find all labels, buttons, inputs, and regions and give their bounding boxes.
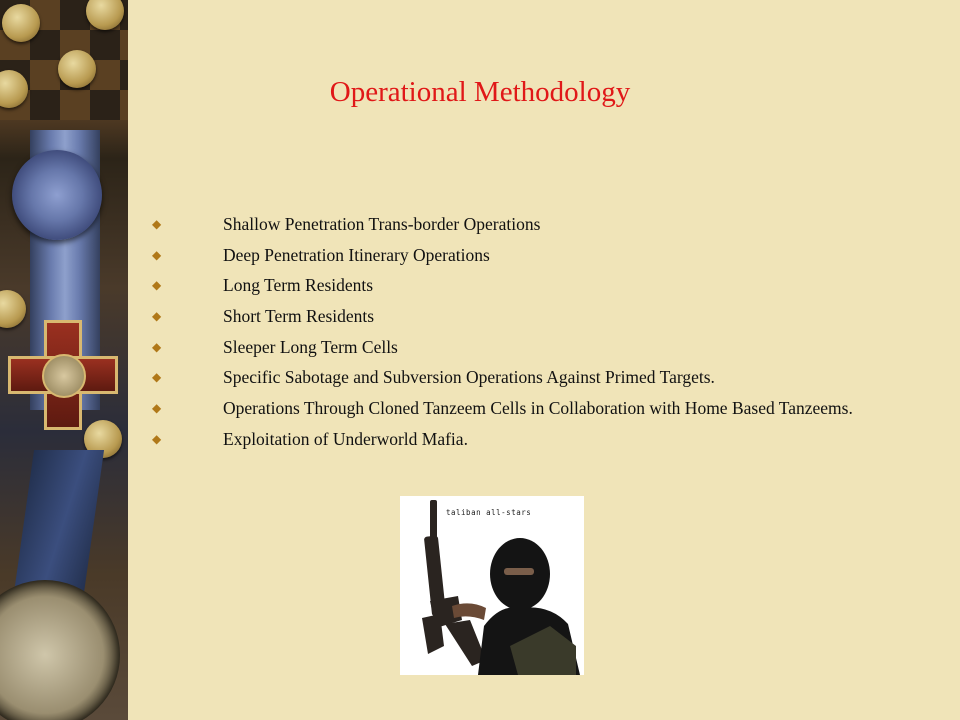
image-caption: taliban all-stars bbox=[446, 508, 532, 517]
list-item-text: Deep Penetration Itinerary Operations bbox=[223, 244, 490, 265]
bullet-list bbox=[152, 213, 912, 459]
list-item-text: Short Term Residents bbox=[223, 306, 375, 327]
list-item bbox=[152, 305, 912, 327]
list-item-text: Sleeper Long Term Cells bbox=[223, 336, 398, 357]
diamond-bullet-icon: ◆ bbox=[152, 431, 162, 446]
masked-gunman-icon bbox=[400, 496, 584, 675]
diamond-bullet-icon: ◆ bbox=[152, 401, 162, 416]
list-item-text: Long Term Residents bbox=[223, 275, 374, 296]
brass-button-icon bbox=[58, 50, 96, 88]
list-item bbox=[152, 244, 912, 266]
list-item bbox=[152, 397, 912, 419]
compass-icon bbox=[0, 580, 120, 720]
list-item-text: Operations Through Cloned Tanzeem Cells in Collaboration with Home Based Tanzeems. bbox=[223, 398, 853, 419]
diamond-bullet-icon: ◆ bbox=[152, 278, 162, 293]
diamond-bullet-icon: ◆ bbox=[152, 217, 162, 231]
list-item bbox=[152, 366, 912, 388]
medal-cross-icon bbox=[8, 320, 118, 430]
list-item-text: Shallow Penetration Trans-border Operations bbox=[223, 214, 541, 234]
list-item bbox=[152, 336, 912, 358]
list-item bbox=[152, 213, 912, 235]
diamond-bullet-icon: ◆ bbox=[152, 309, 162, 324]
diamond-bullet-icon: ◆ bbox=[152, 339, 162, 354]
medal-rosette-icon bbox=[12, 150, 102, 240]
list-item bbox=[152, 428, 912, 450]
diamond-bullet-icon: ◆ bbox=[152, 370, 162, 385]
list-item-text: Specific Sabotage and Subversion Operations Against Primed Targets. bbox=[223, 367, 715, 388]
decorative-side-panel bbox=[0, 0, 128, 720]
diamond-bullet-icon: ◆ bbox=[152, 247, 162, 262]
list-item bbox=[152, 274, 912, 296]
slide-title: Operational Methodology bbox=[329, 76, 631, 108]
brass-button-icon bbox=[2, 4, 40, 42]
masked-gunman-image bbox=[400, 496, 584, 675]
list-item-text: Exploitation of Underworld Mafia. bbox=[223, 428, 468, 449]
